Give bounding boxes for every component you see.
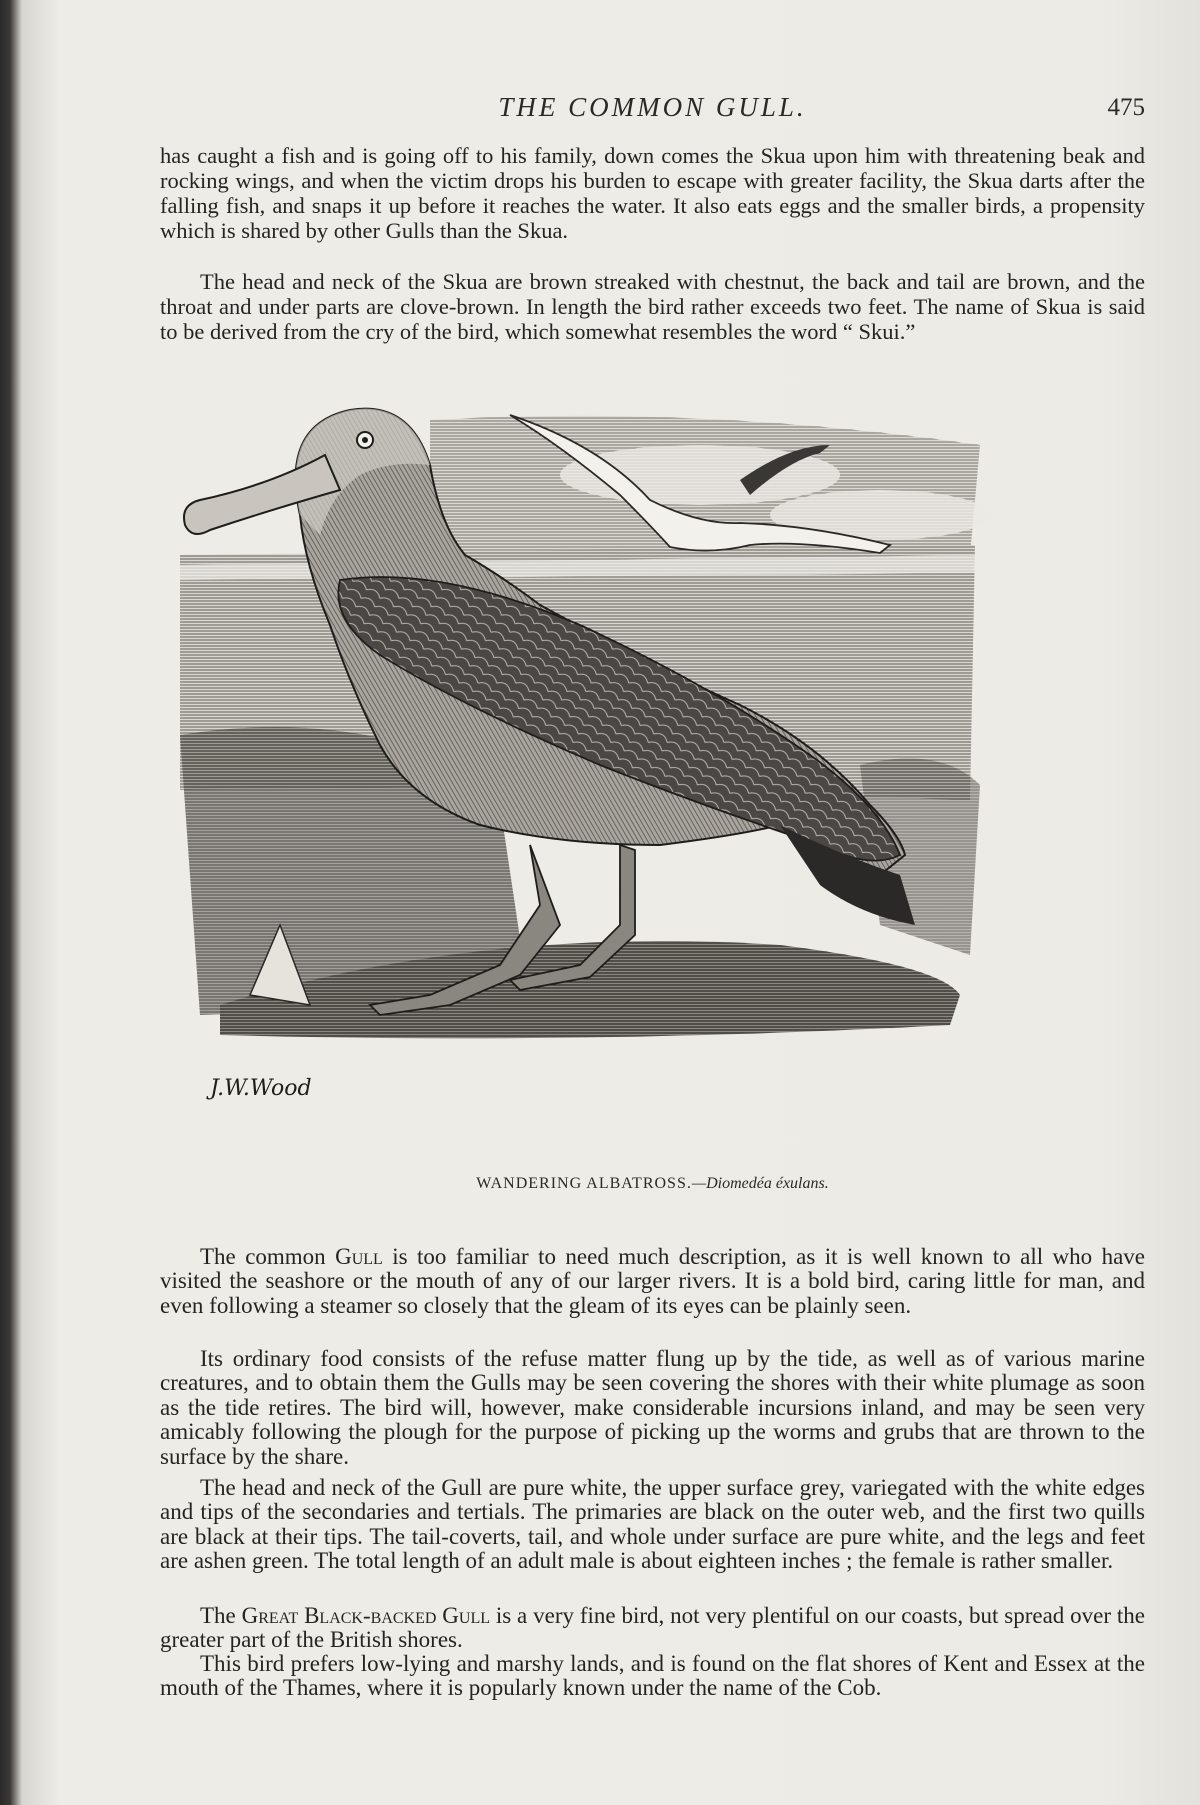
running-title: THE COMMON GULL. <box>498 92 807 122</box>
paragraph-cob-habitat: This bird prefers low-lying and marshy lands, and is found on the flat shores of Kent and Essex at the mouth of the Thames, where it is popularly known under the name of the Cob. <box>160 1651 1145 1701</box>
caption-main: WANDERING ALBATROSS. <box>476 1175 692 1192</box>
albatross-engraving <box>180 405 1120 1170</box>
paragraph-gull-food: Its ordinary food consists of the refuse matter flung up by the tide, as well as of various marine creatures, and to obtain them the Gulls may be seen covering the shores with their white plumage as soon as the tide retires. The bird will, however, make considerable incursions inland, and may be seen very amicably following the plough for the purpose of picking up the worms and grubs that are thrown to the surface by the share. <box>160 1346 1145 1469</box>
paragraph-common-gull: The common Gull is too familiar to need much description, as it is well known to all who have visited the seashore or the mouth of any of our larger rivers. It is a bold bird, caring little for man, and even following a steamer so closely that the gleam of its eyes can be plainly seen. <box>160 1244 1145 1318</box>
paragraph-skua-hunting: has caught a fish and is going off to his family, down comes the Skua upon him with threatening beak and rocking wings, and when the victim drops his burden to escape with greater facility, the Skua darts after the falling fish, and snaps it up before it reaches the water. It also eats eggs and the smaller birds, a propensity which is shared by other Gulls than the Skua. <box>160 143 1145 243</box>
paragraph-skua-description: The head and neck of the Skua are brown streaked with chestnut, the back and tail are brown, and the throat and under parts are clove-brown. In length the bird rather exceeds two feet. The name of Skua is said to be derived from the cry of the bird, which somewhat resembles the word “ Skui.” <box>160 269 1145 344</box>
term-great-black-backed-gull: Great Black-backed Gull <box>241 1603 490 1628</box>
engraver-signature: J.W.Wood <box>210 1076 312 1101</box>
caption-latin: —Diomedéa éxulans. <box>691 1175 829 1192</box>
paragraph-black-backed-gull: The Great Black-backed Gull is a very fine bird, not very plentiful on our coasts, but spread over the greater part of the British shores. <box>160 1603 1145 1653</box>
term-gull: Gull <box>335 1244 383 1269</box>
paragraph-gull-plumage: The head and neck of the Gull are pure white, the upper surface grey, variegated with the white edges and tips of the secondaries and tertials. The primaries are black on the outer web, and the first two quills are black at their tips. The tail-coverts, tail, and whole under surface are pure white, and the legs and feet are ashen green. The total length of an adult male is about eighteen inches ; the female is rather smaller. <box>160 1475 1145 1574</box>
figure-caption <box>160 1175 1145 1193</box>
page-header <box>160 92 1145 132</box>
page-number: 475 <box>1107 94 1145 121</box>
